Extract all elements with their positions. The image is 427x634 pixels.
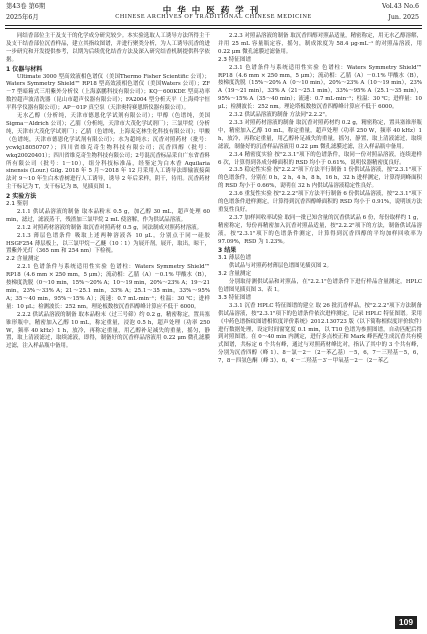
paragraph: 2.3.5 稳定性实验 按"2.2.2"项下方法平行制备 1 份供试品溶液，按"2.3.1"项下的色谱条件，分别在 0 h，2 h，4 h，8 h，16 h，32 h 进样测定，计算得到峰面积的 RSD 均小于 0.66%，说明在 32 h 内供试品溶液稳定性良好。 [218,167,422,190]
journal-title-en: CHINESE ARCHIVES OF TRADITIONAL CHINESE MEDICINE [115,14,312,20]
page-number: 109 [395,616,417,629]
left-column [6,33,210,351]
paragraph: 2.2.2 供试品溶液的制备 取本品粉末（过三号筛）约 0.2 g，精密称定，置具塞锥形瓶中，精密加入乙醇 10 mL，称定重量，浸泡 0.5 h，超声处理（功率 250 W，频率 40 kHz）1 h，放冷，再称定重量，用乙醇补足减失的重量，摇匀，静置，取上清液滤过，取续滤液，即得，制备好的沉香样品溶液用 0.22 μm 微孔滤膜过滤，注入样品瓶中备用。 [6,311,210,350]
section-heading: 3.3 特征图谱 [218,294,252,301]
paragraph: 2.2.3 对照品溶液的制备 取沉香四醇对照品适量，精密称定，用无水乙醇溶解，并用 25 mL 容量瓶定容，摇匀，制成浓度为 58.4 μg·mL⁻¹ 的对照品溶液，用 0.22 μm 微孔滤膜过滤备用。 [218,33,422,55]
section-heading: 1 仪器与材料 [6,65,43,73]
paragraph: 2.1.1 供试品溶液的制备 取本品粉末 0.5 g，加乙醇 30 mL，超声处理 60 min，滤过，滤液蒸干，残渣加三氯甲烷 2 mL 使溶解，作为供试品溶液。 [6,208,210,223]
paragraph: 2.1.3 薄层色谱条件 吸取上述两种溶液各 10 μL，分别点于同一硅胶 HSGF254 薄层板上，以三氯甲烷－乙醚（10∶1）为展开剂，展开，取出，晾干，置紫外光灯（365 nm 和 254 nm）下检视。 [6,232,210,255]
paragraph: 2.2.1 色谱条件与系统适用性实验 色谱柱：Waters Symmetry Shield™ RP18（4.6 mm × 250 mm，5 μm）；流动相：乙腈（A）－0.1% 甲酸水（B），按梯度洗脱（0～10 min，15%～20% A；10～19 min，20%～23% A；19～21 min，23%～33% A；21～25.1 min，33% A；25.1～35 min，33%～95% A；35～40 min，95%～15% A）；流速：0.7 mL·min⁻¹；柱温：30 ℃；进样量：10 μL；检测波长：252 nm。理论板数按沉香四醇峰计算应不低于 6000。 [6,264,210,310]
journal-title-cn: 中华中医药学刊 [162,6,265,16]
paragraph: 供试品与对照药材薄层色谱图见插页图 2。 [228,263,332,270]
section-heading: 3.1 薄层色谱 [218,255,252,262]
paragraph: 2.3.4 精密度实验 按"2.3.1"项下的色谱条件，取同一份对照品溶液，连续进样 6 次，计算得到各成分峰面积的 RSD 均小于 0.61%，说明仪器精密度良好。 [218,151,422,166]
paragraph: 2.3.3 对照药材溶液的制备 取沉香对照药材约 0.2 g，精密称定，置具塞锥形瓶中，精密加入乙醇 10 mL，称定重量，超声处理（功率 250 W，频率 40 kHz）1 h，放冷，再称定重量，用乙醇补足减失的重量，摇匀，静置，取上清液滤过，取续滤液，制备好的沉香样品溶液用 0.22 μm 微孔滤膜过滤，注入样品瓶中备用。 [218,119,422,150]
paragraph: 同结香部位主干及支干的化学成分研究较少。本实验选取人工诱导方法所得主干及支干结香部位沉香样品，建立其指纹图谱，并进行聚类分析，为人工诱导沉香的进一步研究和开发提供参考，以期为后续优化结香方法及深入研究结香机制提供科学依据。 [6,33,210,63]
right-column [218,33,422,366]
date-en: Jun. 2025 [388,14,419,21]
paragraph: Ultimate 3000 型高效液相色谱仪（美国Thermo Fisher Scientific 公司）；Waters Symmetry Shield™ RP18 型高效液相色谱仪（美国Waters 公司）；ZF－7 型暗箱式三用紫外分析仪（上海嘉鹏科技有限公司）；KQ－600KDE 型高功率数控超声波清洗器（昆山市超声仪器有限公司）；FA2004 型分析天平（上海舜宇恒平科学仪器有限公司）；AP－01P 真空泵（天津奥特赛恩斯仪器有限公司）。 [6,73,210,112]
paragraph: 2.1.2 对照药材溶液的制备 取沉香对照药材 0.5 g，同法制成对照药材溶液。 [16,224,203,231]
section-heading: 2.1 鉴别 [6,201,28,208]
section-heading: 3 结果 [218,247,237,255]
volume-en: Vol.43 No.6 [382,3,419,10]
paragraph: 无水乙醇（分析纯，天津市德恩化学试剂有限公司）；甲醇（色谱纯，美国 Sigma－Aldrich 公司）；乙腈（分析纯，天津市大茂化学试剂厂）；三氯甲烷（分析纯，天津市大茂化学试剂厂）；乙腈（色谱纯，上海麦克林生化科技有限公司）；甲酸（色谱纯，天津市德恩化学试剂有限公司）；水为超纯水；沉香对照药材（批号：ycwkj18050707）；四川省维克奇生物科技有限公司；沉香四醇（批号：wkq20020401）；四川省维克奇生物科技有限公司；2号混沉香标品采自广东省香料所有限公司（批号：1－10），组分科技标准品，经鉴定为白木香 Aquilaria sinensis (Lour.) Gilg. 2018 年 5 月～2018 年 12 月采用人工诱导法即输液接菌法对 9～10 年生白木香树进行人工诱导，诱导 2 年后采样，阴干，待用。沉香药材主干标记为 T，支干标记为 B，见插页图 1。 [6,113,210,191]
paragraph: 2.3.6 重复性实验 按"2.2.2"项下方法平行制备 6 份供试品溶液，按"2.3.1"项下的色谱条件进样测定，计算得到沉香四醇峰面积的 RSD 均小于 0.91%，说明该方法重复性良好。 [218,191,422,213]
paragraph: 2.3.1 色谱条件与系统适用性实验 色谱柱：Waters Symmetry Shield™ RP18（4.6 mm × 250 mm，5 μm）；流动相：乙腈（A）－0.1% 甲酸水（B），按梯度洗脱（15%～20% A（0～10 min），20%～23% A（10～19 min），23% A（19～21 min），33% A（21～25.1 min），33%～95% A（25.1～35 min），95%～15% A（35～40 min）；流速：0.7 mL·min⁻¹；柱温：30 ℃；进样量：10 μL；检测波长：252 nm。理论塔板数按沉香四醇峰计算应不低于 6000。 [218,64,422,111]
paragraph: 2.3.2 供试品溶液的制备 方法同"2.2.2"。 [228,112,331,119]
section-heading: 2.3 特征图谱 [218,56,252,63]
section-heading: 3.2 含量测定 [218,271,252,278]
page-header [0,0,427,30]
section-heading: 2.2 含量测定 [6,256,40,263]
paragraph: 分别取待测供试品和对照品，在"2.2.1"色谱条件下进行样品含量测定，HPLC 色谱图见插页图 3、表 1。 [218,279,422,293]
header-rule [5,25,422,29]
section-heading: 2 实验方法 [6,193,37,201]
date-cn: 2025年6月 [6,14,39,21]
paragraph: 3.3.1 沉香 HPLC 特征图谱的建立 取 26 批沉香样品，按"2.2.2"项下方法制备供试品溶液，按"2.3.1"项下的色谱条件依次进样测定，记录 HPLC 特征图谱。采用《中药色谱指纹图谱相似度评价系统》2012.130723 版（以下简称相似度评价软件）进行数据处理，设定时间窗宽度 0.1 min，以 T10 色谱为参照图谱，自动匹配后得到对照图谱。在 0～40 min 内测定，进行多点校正和 Mark 峰匹配生成沉香共有模式图谱，共标定 6 个共有峰，通过与对照药材峰比对，指认了其中的 3 个共有峰，分别为沉香四醇（峰 1）、8－氯－2－（2－苯乙基）－5，6，7－三羟基－5，6，7，8－四氢色酮（峰 3）、6，4′－二羟基－3′－甲氧基－2－（2－苯乙 [218,302,422,365]
volume-cn: 第43卷 第6期 [6,3,46,10]
paragraph: 2.3.7 加样回收率试验 取同一批已知含量的沉香供试品 6 份，每份取样约 1 g，精密称定，每份再精密加入沉香对照品适量，按"2.2.2"项下的方法，制备供试品溶液，按"2.3.1"项下的色谱条件测定，计算得到沉香四醇的平均加样回收率为 97.09%，RSD 为 1.23%。 [218,214,422,245]
